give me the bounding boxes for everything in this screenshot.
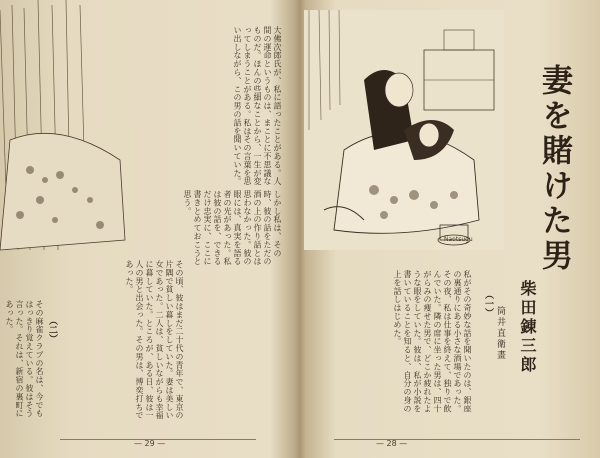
story-illustration xyxy=(304,10,504,250)
left-top-text: 大佛次郎氏が、私に語ったことがある。人間の運命というものは、まことに不思議なものだ。ほんの些細なことから、一生が変ってしまうことがある。私はその言葉を思い出しながら、この男の話を聞いていた。 xyxy=(233,26,282,186)
section-two-marker: （二） xyxy=(47,316,57,343)
right-page-number: — 28 — xyxy=(376,439,408,448)
section-one-marker: （一） xyxy=(483,290,493,317)
left-page-number: — 29 — xyxy=(134,439,166,448)
story-title: 妻を賭けた男 xyxy=(536,64,572,274)
left-page xyxy=(0,0,296,458)
illustrator-credit: 筒井直衛畫 xyxy=(495,306,505,361)
right-page xyxy=(304,0,600,458)
illustrator-signature: Naotsugu xyxy=(444,236,473,243)
right-footer-rule xyxy=(334,439,580,440)
left-bottom-text: その頃、彼はまだ二十代の青年で、東京の片隅で貧しい暮しをしていた。妻は美しい女であった。二人は、貧しいながらも幸福に暮していた。ところが、ある日、彼は一人の男と出会った。その男は、博奕打ちであった。 xyxy=(125,260,184,420)
author-name: 柴田錬三郎 xyxy=(518,280,537,375)
right-body-text: 私がその奇妙な話を聞いたのは、銀座の裏通りにある小さな酒場であった。その夜、私は仕事を終えて、独りで飲んでいた。隣の席に坐った男は、四十がらみの痩せた男で、どこか疲れたような眼をしていた。彼は、私が小説を書いていることを知ると、自分の身の上を話しはじめた。 xyxy=(393,270,472,413)
left-mid-text: しかし私は、その時、彼の話をただの酒の上の作り話とは思わなかった。彼の眼には、真実を語る者の光があった。私は彼の話を、できるだけ忠実に、ここに書きとめておこうと思う。 xyxy=(183,190,282,266)
left-edge-text: その麻雀クラブの名は、今でもはっきり覚えている。彼はそう言った。それは、新宿の裏町にあった。 xyxy=(5,300,44,418)
illustration-left-part xyxy=(0,0,130,250)
